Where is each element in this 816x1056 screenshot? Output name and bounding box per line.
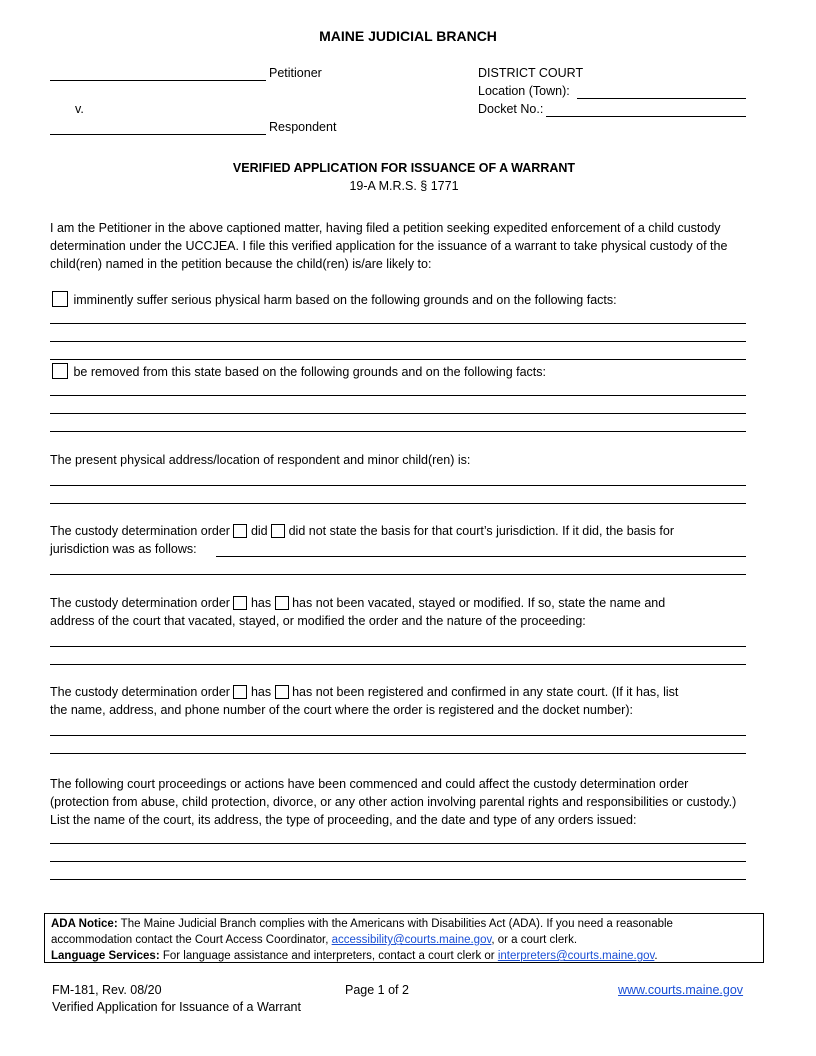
proceedings-line-2[interactable] xyxy=(50,861,746,862)
removed-option-label: be removed from this state based on the following grounds and on the following facts: xyxy=(73,365,546,379)
respondent-label: Respondent xyxy=(269,120,337,134)
ada-text: The Maine Judicial Branch complies with the Americans with Disabilities Act (ADA). If you need a reasonable accommodation contact the Court Access Coordinator, xyxy=(51,918,673,946)
harm-line-2[interactable] xyxy=(50,341,746,342)
registered-row xyxy=(50,685,678,699)
accessibility-email-link[interactable]: accessibility@courts.maine.gov xyxy=(331,934,492,946)
location-label: Location (Town): xyxy=(478,84,570,98)
ada-notice xyxy=(51,916,757,948)
registered-line-1[interactable] xyxy=(50,735,746,736)
did-not-checkbox[interactable] xyxy=(271,524,285,538)
vacated-line-2[interactable] xyxy=(50,664,746,665)
language-label: Language Services: xyxy=(51,950,160,962)
vacated-line-1[interactable] xyxy=(50,646,746,647)
did-checkbox[interactable] xyxy=(233,524,247,538)
jurisdiction-line-2[interactable] xyxy=(50,574,746,575)
statute-reference: 19-A M.R.S. § 1771 xyxy=(349,179,459,193)
removed-option-row xyxy=(52,363,546,379)
proceedings-line-1[interactable] xyxy=(50,843,746,844)
ada-label: ADA Notice: xyxy=(51,918,118,930)
interpreters-email-link[interactable]: interpreters@courts.maine.gov xyxy=(497,950,655,962)
did-not-label: did not state the basis for that court’s jurisdiction. If it did, the basis for xyxy=(288,524,674,538)
jurisdiction-basis-label: jurisdiction was as follows: xyxy=(50,542,197,556)
removed-line-1[interactable] xyxy=(50,395,746,396)
registered-line-2[interactable] xyxy=(50,753,746,754)
registered-has-label: has xyxy=(250,685,272,699)
proceedings-paragraph: The following court proceedings or actions have been commenced and could affect the custody determination order (protection from abuse, child protection, divorce, or any other action involving parental rights and responsibilities or custody.) List the name of the court, its address, the type of proceeding, and the date and type of any orders issued: xyxy=(50,777,737,827)
harm-option-row xyxy=(52,291,617,307)
harm-line-1[interactable] xyxy=(50,323,746,324)
registered-has-not-label: has not been registered and confirmed in any state court. (If it has, list xyxy=(292,685,679,699)
language-text: For language assistance and interpreters, contact a court clerk or xyxy=(162,950,495,962)
docket-label: Docket No.: xyxy=(478,102,544,116)
docket-field[interactable] xyxy=(546,116,746,117)
vacated-row xyxy=(50,596,665,610)
jurisdiction-row xyxy=(50,524,674,538)
form-number: FM-181, Rev. 08/20 xyxy=(52,983,162,997)
jurisdiction-prefix: The custody determination order xyxy=(50,524,230,538)
harm-line-3[interactable] xyxy=(50,359,746,360)
language-suffix: . xyxy=(654,950,658,962)
did-label: did xyxy=(250,524,268,538)
petitioner-label: Petitioner xyxy=(269,66,322,80)
vacated-has-label: has xyxy=(250,596,272,610)
registered-has-not-checkbox[interactable] xyxy=(275,685,289,699)
jurisdiction-basis-field[interactable] xyxy=(216,556,746,557)
registered-prefix: The custody determination order xyxy=(50,685,230,699)
removed-line-2[interactable] xyxy=(50,413,746,414)
vacated-has-checkbox[interactable] xyxy=(233,596,247,610)
petitioner-field[interactable] xyxy=(50,80,266,81)
location-field[interactable] xyxy=(577,98,746,99)
removed-line-3[interactable] xyxy=(50,431,746,432)
address-prompt: The present physical address/location of respondent and minor child(ren) is: xyxy=(50,453,471,467)
court-name: DISTRICT COURT xyxy=(478,66,584,80)
versus-label: v. xyxy=(75,102,84,116)
harm-option-label: imminently suffer serious physical harm based on the following grounds and on the following facts: xyxy=(73,293,617,307)
page-title: MAINE JUDICIAL BRANCH xyxy=(319,28,497,44)
ada-suffix: , or a court clerk. xyxy=(491,934,578,946)
vacated-prefix: The custody determination order xyxy=(50,596,230,610)
intro-paragraph: I am the Petitioner in the above captioned matter, having filed a petition seeking expedited enforcement of a child custody determination under the UCCJEA. I file this verified application for the issuance of a warrant to take physical custody of the child(ren) named in the petition because the child(ren) is/are likely to: xyxy=(50,221,728,271)
language-services xyxy=(51,948,757,964)
website-link[interactable]: www.courts.maine.gov xyxy=(618,983,744,997)
harm-checkbox[interactable] xyxy=(52,291,68,307)
removed-checkbox[interactable] xyxy=(52,363,68,379)
form-title: VERIFIED APPLICATION FOR ISSUANCE OF A WARRANT xyxy=(232,161,576,175)
vacated-details-label: address of the court that vacated, stayed, or modified the order and the nature of the proceeding: xyxy=(50,614,586,628)
respondent-field[interactable] xyxy=(50,134,266,135)
address-line-2[interactable] xyxy=(50,503,746,504)
form-name: Verified Application for Issuance of a Warrant xyxy=(52,1000,301,1014)
address-line-1[interactable] xyxy=(50,485,746,486)
registered-details-label: the name, address, and phone number of the court where the order is registered and the docket number): xyxy=(50,703,633,717)
registered-has-checkbox[interactable] xyxy=(233,685,247,699)
vacated-has-not-checkbox[interactable] xyxy=(275,596,289,610)
ada-notice-box xyxy=(44,913,764,963)
proceedings-line-3[interactable] xyxy=(50,879,746,880)
page-number: Page 1 of 2 xyxy=(345,983,409,997)
vacated-has-not-label: has not been vacated, stayed or modified. If so, state the name and xyxy=(292,596,666,610)
